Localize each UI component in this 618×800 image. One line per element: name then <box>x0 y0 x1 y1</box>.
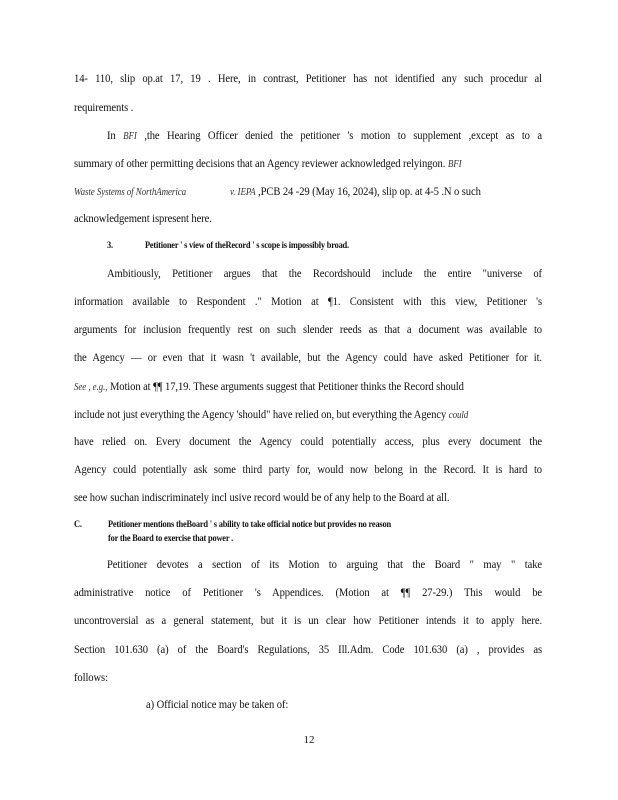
paragraph-line: administrative notice of Petitioner 's Appendices. (Motion at ¶¶ 27-29.) This would be <box>74 587 542 600</box>
paragraph-line: summary of other permitting decisions that an Agency reviewer acknowledged relyingon. BFI <box>74 158 462 171</box>
paragraph-line: In BFI ,the Hearing Officer denied the petitioner 's motion to supplement ,except as to a <box>107 130 542 143</box>
page-number: 12 <box>303 734 315 746</box>
paragraph-line: information available to Respondent ." Motion at ¶1. Consistent with this view, Petitioner 's <box>74 296 542 309</box>
section-heading: Petitioner mentions theBoard ' s ability to take official notice but provides no reason <box>108 519 391 530</box>
paragraph-line: Section 101.630 (a) of the Board's Regulations, 35 Ill.Adm. Code 101.630 (a) , provides as <box>74 644 542 657</box>
paragraph-line: 14- 110, slip op.at 17, 19 . Here, in contrast, Petitioner has not identified any such procedur al <box>74 73 542 86</box>
paragraph-line: arguments for inclusion frequently rest on such slender reeds as that a document was available to <box>74 324 542 337</box>
case-citation: Waste Systems of NorthAmerica <box>74 186 187 198</box>
paragraph-line: see how suchan indiscriminately incl usive record would be of any help to the Board at all. <box>74 492 450 505</box>
section-heading: for the Board to exercise that power . <box>108 533 233 544</box>
paragraph-line: Waste Systems of NorthAmerica v. IEPA ,PCB 24 -29 (May 16, 2024), slip op. at 4-5 .N o such <box>74 186 481 199</box>
section-heading: Petitioner ' s view of theRecord ' s scope is impossibly broad. <box>145 240 349 251</box>
paragraph-line: Agency could potentially ask some third party for, would now belong in the Record. It is hard to <box>74 464 542 477</box>
case-citation: v. IEPA <box>230 186 256 198</box>
case-citation: BFI <box>123 130 137 142</box>
emphasis: could <box>448 409 469 421</box>
block-quote: a) Official notice may be taken of: <box>146 699 289 712</box>
paragraph-line: Petitioner devotes a section of its Motion to arguing that the Board " may " take <box>107 559 542 572</box>
paragraph-line: follows: <box>74 672 108 685</box>
paragraph-line: requirements . <box>74 102 134 115</box>
section-number: 3. <box>107 240 113 251</box>
paragraph-line: See , e.g., Motion at ¶¶ 17,19. These arguments suggest that Petitioner thinks the Record should <box>74 381 464 394</box>
case-citation: BFI <box>447 158 462 170</box>
paragraph-line: have relied on. Every document the Agency could potentially access, plus every document the <box>74 436 542 449</box>
paragraph-line: the Agency — or even that it wasn 't available, but the Agency could have asked Petitioner for it. <box>74 352 542 365</box>
paragraph-line: include not just everything the Agency 'should" have relied on, but everything the Agency could <box>74 409 469 422</box>
paragraph-line: uncontroversial as a general statement, but it is un clear how Petitioner intends it to apply here. <box>74 615 542 628</box>
signal-citation: See , e.g., <box>74 381 108 393</box>
section-letter: C. <box>74 519 82 530</box>
paragraph-line: Ambitiously, Petitioner argues that the Recordshould include the entire "universe of <box>107 268 542 281</box>
paragraph-line: acknowledgement ispresent here. <box>74 213 212 226</box>
